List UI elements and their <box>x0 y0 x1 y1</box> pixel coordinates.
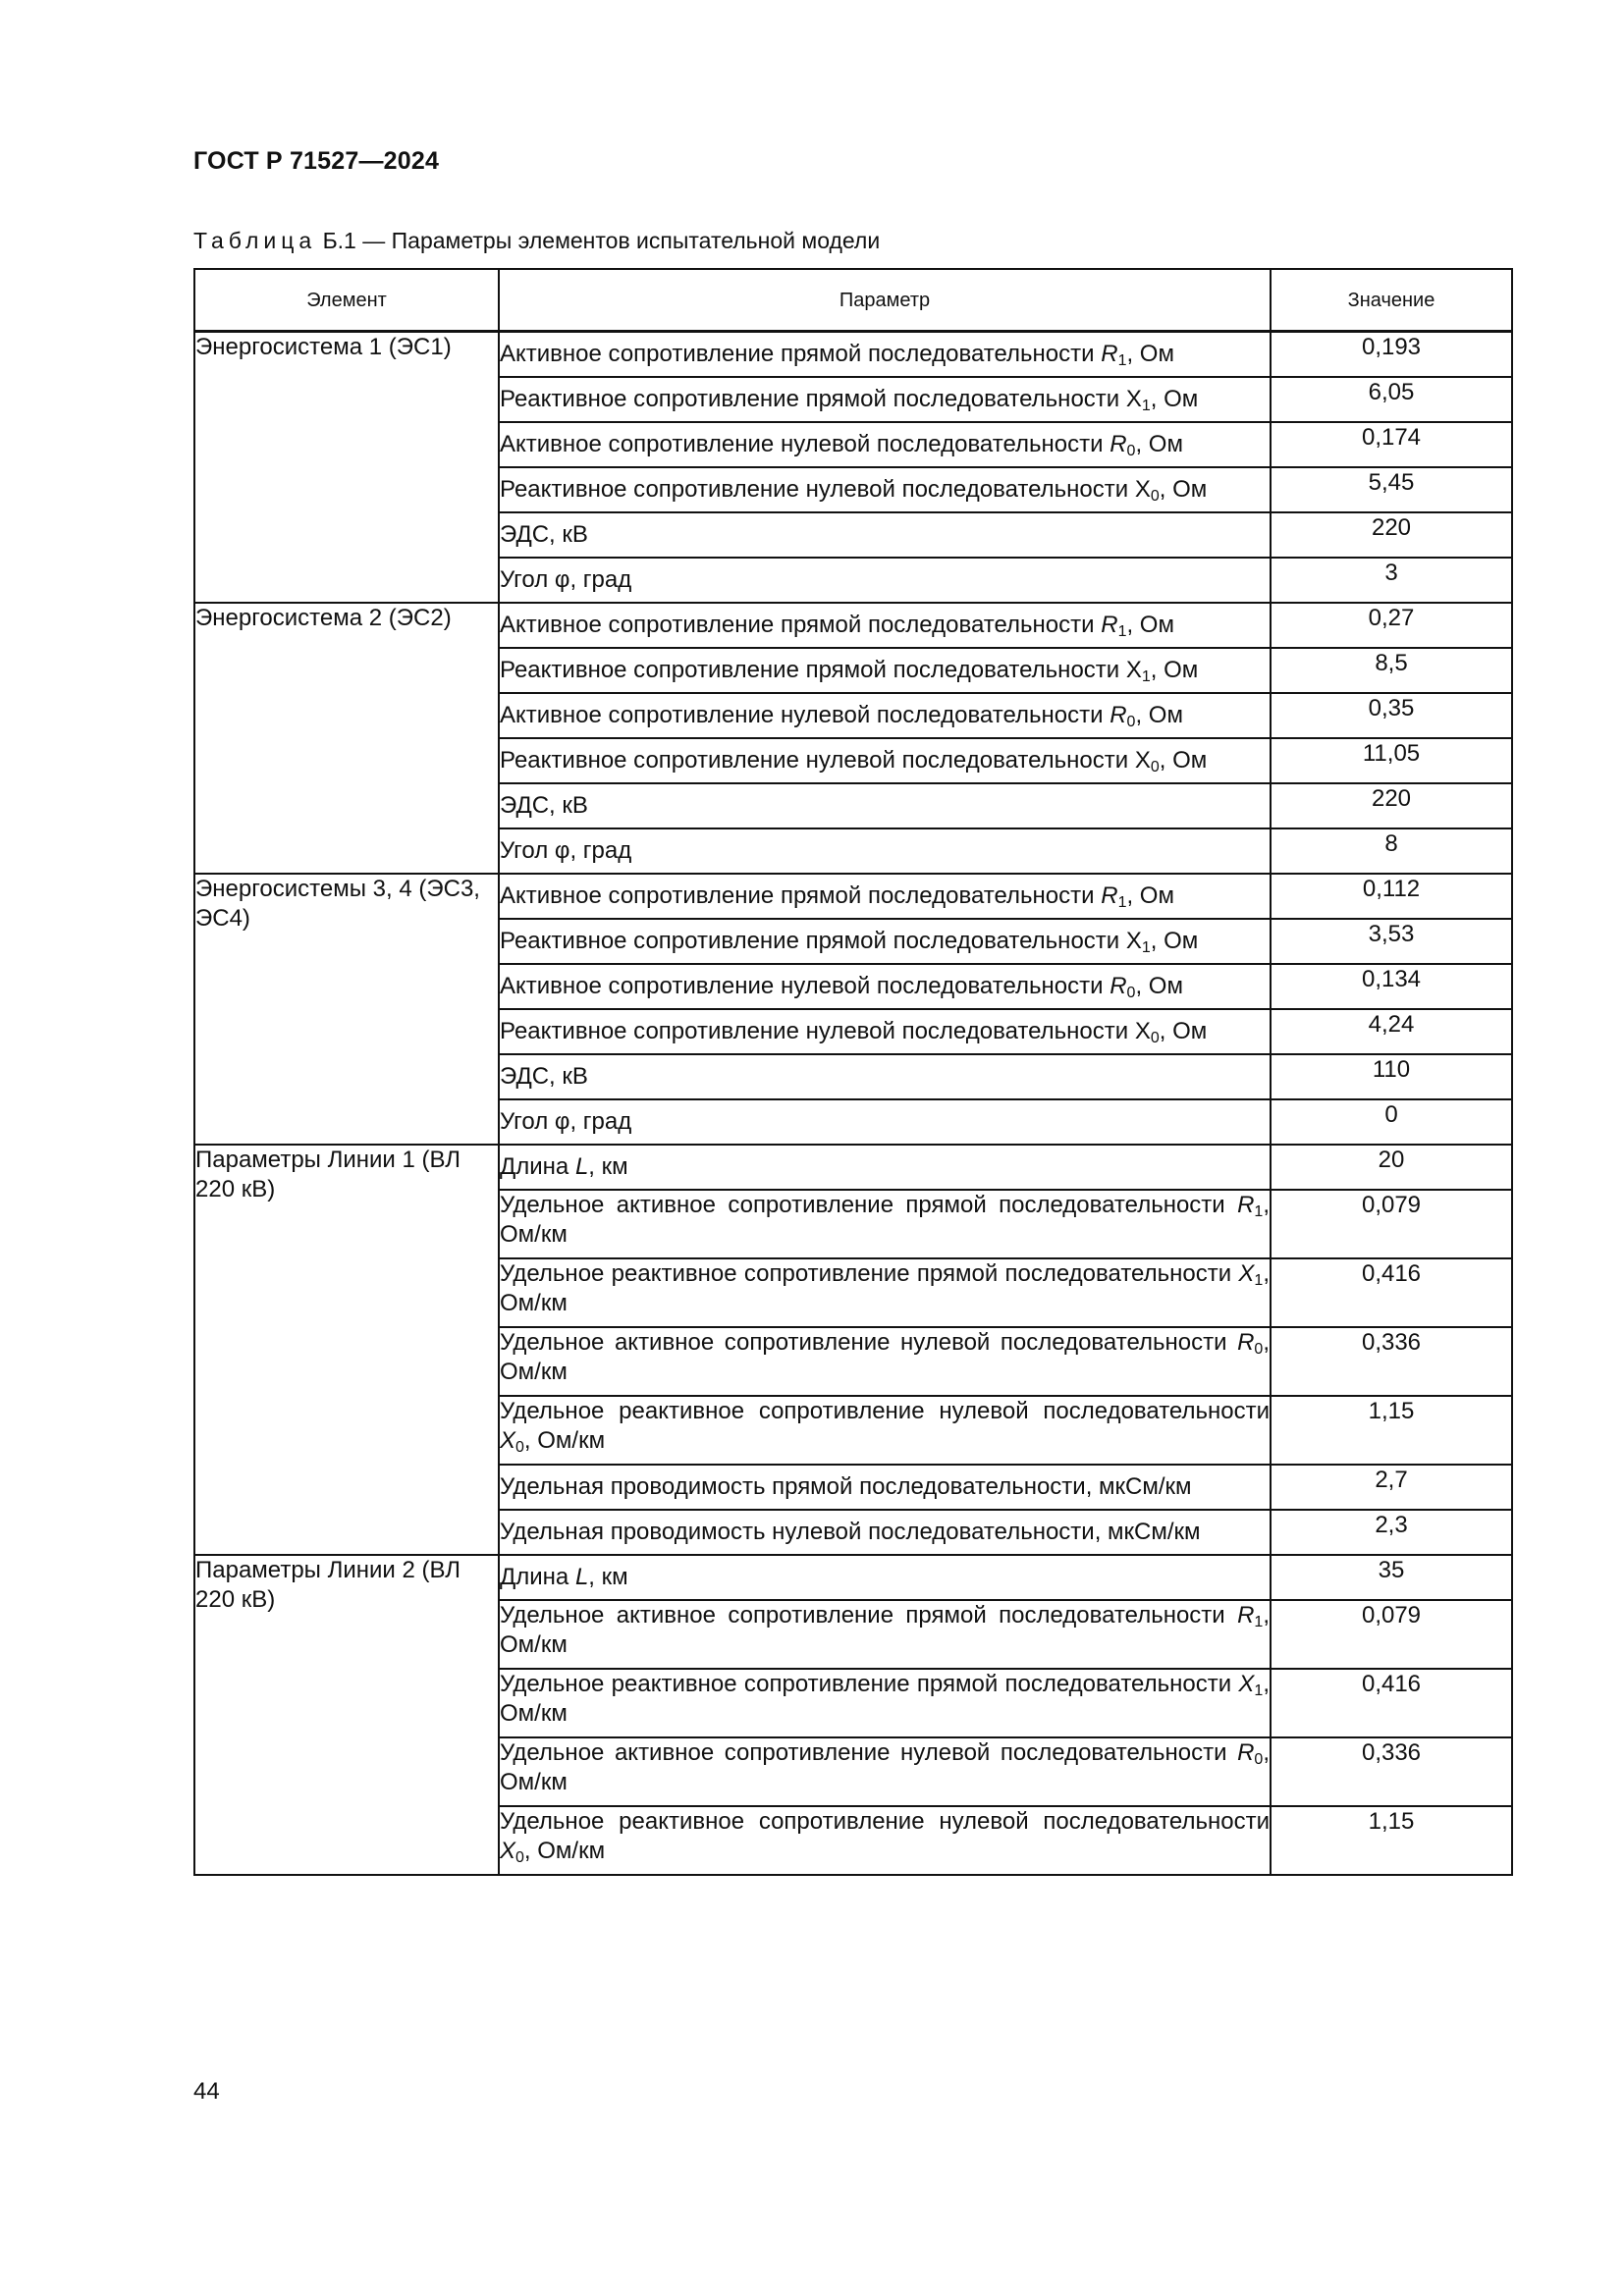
value-cell: 11,05 <box>1271 738 1512 783</box>
parameter-subscript: 0 <box>1150 759 1160 775</box>
parameter-symbol: X <box>1238 1671 1255 1697</box>
parameter-text: ЭДС, кВ <box>500 521 588 548</box>
parameter-symbol: R <box>1237 1192 1255 1218</box>
parameter-text: Длина <box>500 1564 575 1590</box>
value-cell: 8,5 <box>1271 648 1512 693</box>
parameter-text: Реактивное сопротивление прямой последовательности <box>500 386 1126 412</box>
column-header-value: Значение <box>1271 269 1512 332</box>
parameter-subscript: 0 <box>1254 1341 1264 1358</box>
parameter-subscript: 1 <box>1254 1203 1264 1220</box>
value-cell: 0,193 <box>1271 332 1512 378</box>
value-cell: 0,416 <box>1271 1258 1512 1327</box>
parameter-subscript: 0 <box>1126 443 1136 459</box>
value-cell: 220 <box>1271 512 1512 558</box>
element-cell: Параметры Линии 1 (ВЛ 220 кВ) <box>194 1145 499 1555</box>
parameter-unit: , Ом/км <box>500 1260 1270 1316</box>
parameter-unit: , Ом <box>1159 476 1208 503</box>
parameter-unit: , Ом <box>1135 973 1183 999</box>
parameter-cell <box>499 1600 1271 1669</box>
parameter-symbol: R <box>1237 1329 1255 1356</box>
parameter-symbol: R <box>1237 1602 1255 1629</box>
parameter-symbol: X <box>1134 476 1151 503</box>
column-header-parameter: Параметр <box>499 269 1271 332</box>
parameter-text: Реактивное сопротивление нулевой последовательности <box>500 1018 1135 1044</box>
parameter-text: Длина <box>500 1153 575 1180</box>
parameter-subscript: 0 <box>515 1439 524 1456</box>
value-cell: 5,45 <box>1271 467 1512 512</box>
parameter-cell <box>499 467 1271 512</box>
parameter-text: Активное сопротивление нулевой последовательности <box>500 431 1110 457</box>
parameter-unit: , Ом <box>1126 612 1174 638</box>
table-body <box>194 332 1512 1876</box>
value-cell: 0,336 <box>1271 1327 1512 1396</box>
parameter-text: Угол φ, град <box>500 1108 632 1135</box>
parameter-unit: , Ом/км <box>523 1838 606 1864</box>
parameter-unit: , Ом <box>1159 747 1208 774</box>
parameter-cell <box>499 919 1271 964</box>
parameter-cell <box>499 603 1271 648</box>
parameter-subscript: 1 <box>1141 668 1151 685</box>
value-cell: 1,15 <box>1271 1396 1512 1465</box>
parameter-unit: , Ом <box>1150 657 1199 683</box>
parameter-cell <box>499 1806 1271 1875</box>
parameter-cell <box>499 377 1271 422</box>
parameter-text: Удельная проводимость прямой последовательности, мкСм/км <box>500 1473 1192 1500</box>
parameter-cell <box>499 1669 1271 1737</box>
parameter-unit: , Ом/км <box>500 1329 1270 1385</box>
parameter-symbol: X <box>1125 386 1142 412</box>
parameter-cell <box>499 828 1271 874</box>
value-cell: 0 <box>1271 1099 1512 1145</box>
value-cell: 0,27 <box>1271 603 1512 648</box>
parameter-text: Активное сопротивление нулевой последовательности <box>500 973 1110 999</box>
value-cell: 0,35 <box>1271 693 1512 738</box>
value-cell: 8 <box>1271 828 1512 874</box>
parameter-cell <box>499 693 1271 738</box>
parameter-symbol: R <box>1237 1739 1255 1766</box>
table-caption <box>193 228 880 254</box>
parameter-unit: , Ом <box>1135 431 1183 457</box>
parameter-cell <box>499 1099 1271 1145</box>
table-row <box>194 1555 1512 1600</box>
table-row <box>194 874 1512 919</box>
parameter-unit: , Ом <box>1159 1018 1208 1044</box>
parameter-unit: , Ом/км <box>500 1739 1270 1795</box>
parameter-cell <box>499 1009 1271 1054</box>
table-header-row <box>194 269 1512 332</box>
parameter-text: Удельное реактивное сопротивление нулевой последовательности <box>500 1398 1270 1424</box>
value-cell: 0,336 <box>1271 1737 1512 1806</box>
parameter-cell <box>499 558 1271 603</box>
parameter-text: Реактивное сопротивление нулевой последовательности <box>500 476 1135 503</box>
value-cell: 110 <box>1271 1054 1512 1099</box>
parameter-text: ЭДС, кВ <box>500 1063 588 1090</box>
parameter-text: Активное сопротивление прямой последовательности <box>500 882 1102 909</box>
column-header-element: Элемент <box>194 269 499 332</box>
parameter-unit: , Ом/км <box>500 1671 1270 1727</box>
parameter-subscript: 0 <box>1254 1751 1264 1768</box>
parameter-text: Удельное активное сопротивление прямой последовательности <box>500 1192 1238 1218</box>
parameter-symbol: R <box>1110 431 1127 457</box>
parameter-unit: , км <box>588 1564 628 1590</box>
parameter-text: Удельное реактивное сопротивление прямой последовательности <box>500 1260 1239 1287</box>
parameter-unit: , Ом/км <box>500 1602 1270 1658</box>
parameter-cell <box>499 648 1271 693</box>
parameter-cell <box>499 512 1271 558</box>
parameter-unit: , Ом/км <box>500 1192 1270 1248</box>
parameter-cell <box>499 1190 1271 1258</box>
parameter-unit: , Ом <box>1126 341 1174 367</box>
element-cell: Энергосистема 1 (ЭС1) <box>194 332 499 604</box>
parameter-symbol: X <box>1134 1018 1151 1044</box>
document-code: ГОСТ Р 71527—2024 <box>193 147 440 175</box>
parameter-subscript: 0 <box>1150 1030 1160 1046</box>
table-caption-text: Б.1 — Параметры элементов испытательной модели <box>316 228 881 253</box>
parameter-text: Удельное реактивное сопротивление нулевой последовательности <box>500 1808 1270 1835</box>
parameter-symbol: L <box>574 1153 589 1180</box>
parameter-cell <box>499 1054 1271 1099</box>
parameter-cell <box>499 1145 1271 1190</box>
parameter-unit: , Ом <box>1135 702 1183 728</box>
parameter-text: Удельное активное сопротивление нулевой последовательности <box>500 1739 1238 1766</box>
parameter-unit: , Ом <box>1150 928 1199 954</box>
parameter-symbol: X <box>1125 928 1142 954</box>
parameter-subscript: 1 <box>1117 623 1127 640</box>
parameter-text: Угол φ, град <box>500 566 632 593</box>
value-cell: 0,079 <box>1271 1190 1512 1258</box>
parameter-unit: , км <box>588 1153 628 1180</box>
parameter-symbol: X <box>500 1838 516 1864</box>
parameter-text: Удельное реактивное сопротивление прямой последовательности <box>500 1671 1239 1697</box>
parameter-text: Угол φ, град <box>500 837 632 864</box>
parameter-subscript: 1 <box>1141 939 1151 956</box>
parameter-subscript: 1 <box>1254 1272 1264 1289</box>
parameter-cell <box>499 1258 1271 1327</box>
parameter-symbol: R <box>1110 702 1127 728</box>
parameter-text: Удельная проводимость нулевой последовательности, мкСм/км <box>500 1519 1201 1545</box>
value-cell: 20 <box>1271 1145 1512 1190</box>
parameter-subscript: 1 <box>1254 1682 1264 1699</box>
parameter-cell <box>499 1465 1271 1510</box>
parameter-cell <box>499 332 1271 378</box>
value-cell: 2,7 <box>1271 1465 1512 1510</box>
value-cell: 35 <box>1271 1555 1512 1600</box>
parameter-unit: , Ом <box>1150 386 1199 412</box>
value-cell: 3,53 <box>1271 919 1512 964</box>
parameter-text: Реактивное сопротивление нулевой последовательности <box>500 747 1135 774</box>
parameter-text: Реактивное сопротивление прямой последовательности <box>500 928 1126 954</box>
parameters-table <box>193 268 1513 1876</box>
parameter-text: Удельное активное сопротивление прямой последовательности <box>500 1602 1238 1629</box>
parameter-subscript: 0 <box>1126 714 1136 730</box>
parameter-cell <box>499 1327 1271 1396</box>
parameter-cell <box>499 783 1271 828</box>
value-cell: 3 <box>1271 558 1512 603</box>
value-cell: 0,134 <box>1271 964 1512 1009</box>
parameter-symbol: L <box>574 1564 589 1590</box>
table-caption-prefix: Таблица <box>193 228 317 253</box>
parameter-cell <box>499 874 1271 919</box>
parameter-text: Активное сопротивление прямой последовательности <box>500 341 1102 367</box>
value-cell: 2,3 <box>1271 1510 1512 1555</box>
parameter-subscript: 0 <box>515 1849 524 1866</box>
parameter-text: ЭДС, кВ <box>500 792 588 819</box>
parameter-cell <box>499 1737 1271 1806</box>
parameter-text: Реактивное сопротивление прямой последовательности <box>500 657 1126 683</box>
page-number: 44 <box>193 2078 220 2105</box>
element-cell: Энергосистемы 3, 4 (ЭС3, ЭС4) <box>194 874 499 1145</box>
table-row <box>194 1145 1512 1190</box>
parameter-symbol: X <box>1134 747 1151 774</box>
parameter-symbol: X <box>1125 657 1142 683</box>
value-cell: 6,05 <box>1271 377 1512 422</box>
value-cell: 0,416 <box>1271 1669 1512 1737</box>
element-cell: Энергосистема 2 (ЭС2) <box>194 603 499 874</box>
value-cell: 1,15 <box>1271 1806 1512 1875</box>
parameter-unit: , Ом/км <box>523 1427 606 1454</box>
parameter-subscript: 1 <box>1117 894 1127 911</box>
parameter-cell <box>499 1396 1271 1465</box>
parameter-subscript: 1 <box>1254 1614 1264 1630</box>
parameter-subscript: 1 <box>1141 398 1151 414</box>
parameter-text: Активное сопротивление прямой последовательности <box>500 612 1102 638</box>
value-cell: 220 <box>1271 783 1512 828</box>
value-cell: 4,24 <box>1271 1009 1512 1054</box>
parameter-unit: , Ом <box>1126 882 1174 909</box>
table-row <box>194 603 1512 648</box>
parameter-symbol: R <box>1101 882 1118 909</box>
parameter-text: Активное сопротивление нулевой последовательности <box>500 702 1110 728</box>
parameter-text: Удельное активное сопротивление нулевой последовательности <box>500 1329 1238 1356</box>
parameter-symbol: R <box>1110 973 1127 999</box>
parameter-subscript: 0 <box>1150 488 1160 505</box>
parameter-cell <box>499 738 1271 783</box>
parameter-subscript: 0 <box>1126 985 1136 1001</box>
parameter-symbol: R <box>1101 341 1118 367</box>
parameter-symbol: X <box>500 1427 516 1454</box>
parameter-cell <box>499 1510 1271 1555</box>
parameter-symbol: R <box>1101 612 1118 638</box>
value-cell: 0,174 <box>1271 422 1512 467</box>
parameter-subscript: 1 <box>1117 352 1127 369</box>
parameter-cell <box>499 1555 1271 1600</box>
value-cell: 0,079 <box>1271 1600 1512 1669</box>
value-cell: 0,112 <box>1271 874 1512 919</box>
element-cell: Параметры Линии 2 (ВЛ 220 кВ) <box>194 1555 499 1875</box>
table-row <box>194 332 1512 378</box>
parameter-cell <box>499 964 1271 1009</box>
parameter-symbol: X <box>1238 1260 1255 1287</box>
parameter-cell <box>499 422 1271 467</box>
